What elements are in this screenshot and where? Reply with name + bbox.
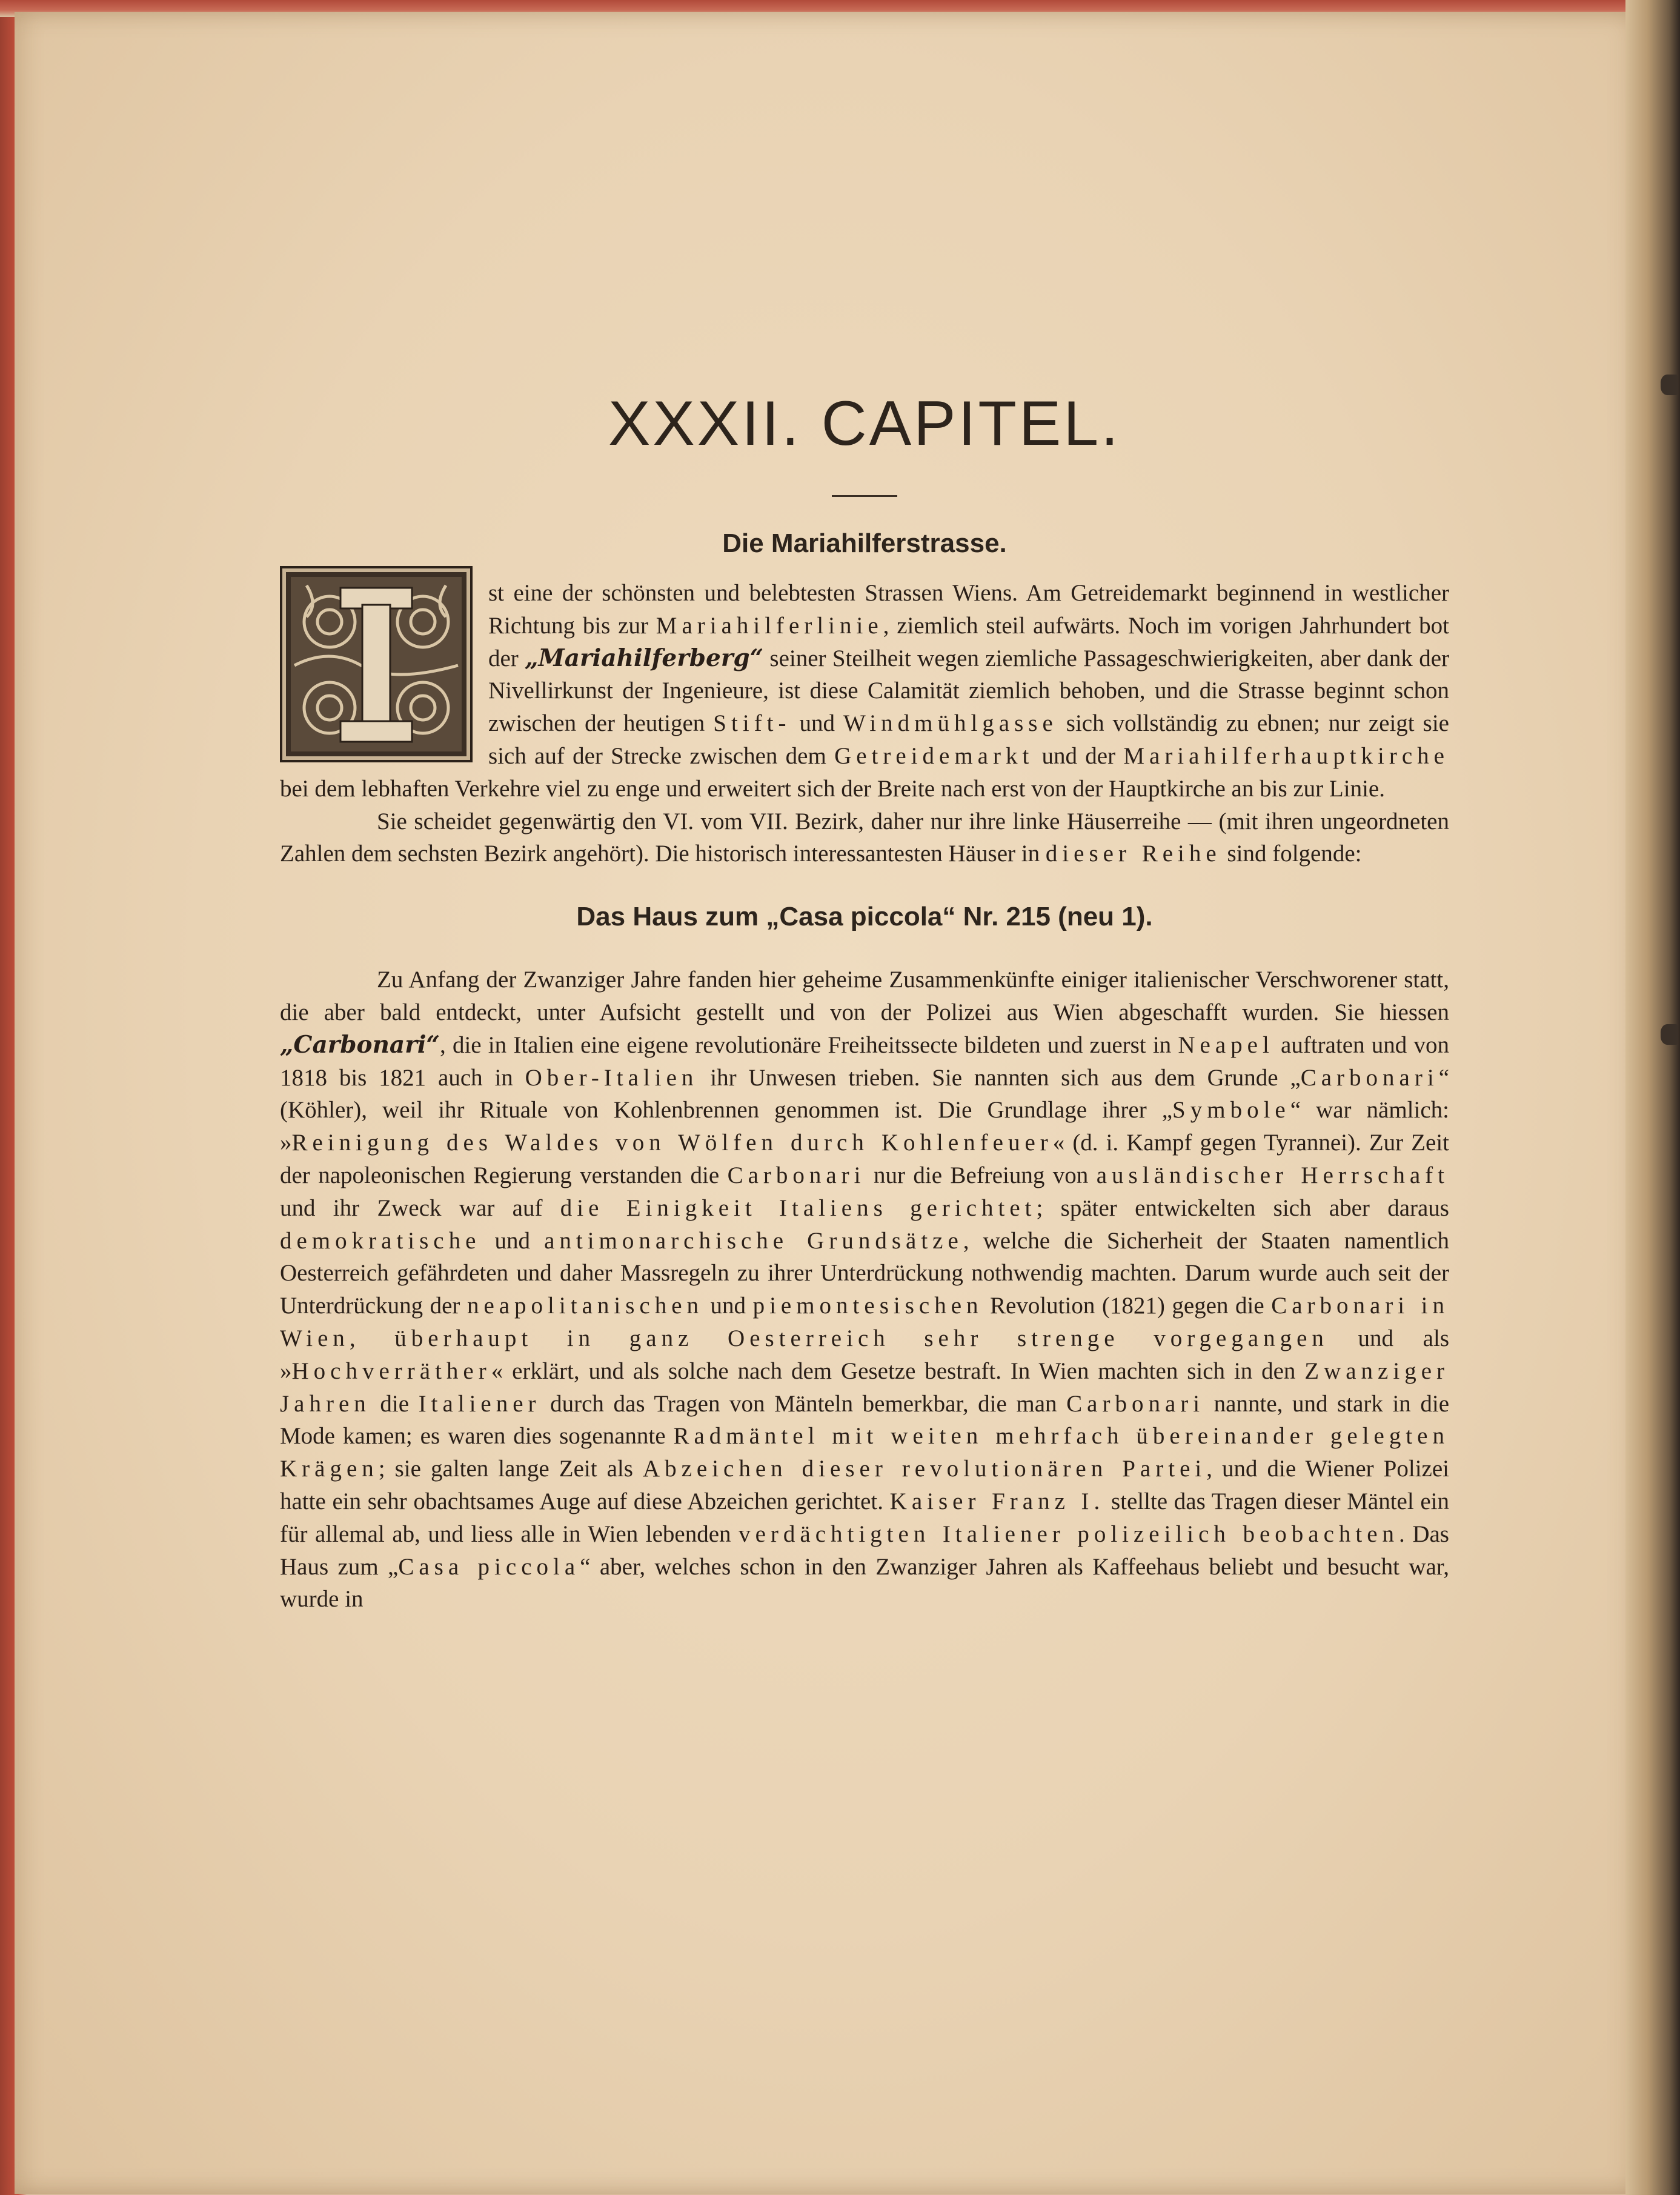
spaced-text: Italiener <box>418 1390 541 1417</box>
section1-paragraph-2 <box>280 805 1449 871</box>
spaced-text: Kaiser Franz I. <box>889 1488 1105 1514</box>
text-run: « (d. i. Kampf gegen Tyrannei). Zur Zeit der napoleonischen Regierung verstanden die <box>280 1130 1449 1188</box>
title-divider <box>832 495 897 497</box>
text-run: die <box>370 1390 419 1417</box>
spaced-text: Symbole <box>1172 1097 1290 1124</box>
text-run: ; später entwickelten sich aber daraus <box>1036 1194 1449 1221</box>
text-run: ; sie galten lange Zeit als <box>378 1456 643 1482</box>
spaced-text: antimonarchische Grundsätze <box>544 1227 963 1254</box>
spaced-text: Getreidemarkt <box>834 742 1034 769</box>
spaced-text: Zwanziger Jahren <box>280 1357 1449 1417</box>
text-run: und <box>480 1227 545 1254</box>
text-run: Sie scheidet gegenwärtig den VI. vom VII. Bezirk, daher nur ihre linke Häuserreihe — (mit ihren ungeordneten Zahlen dem sechsten Bezirk angehört). Die historisch interessantesten Häuser in <box>280 808 1449 867</box>
spaced-text: Carbonari <box>727 1162 866 1188</box>
spaced-text: Carbonari in Wien, überhaupt in ganz Oesterreich sehr strenge vorgegangen <box>280 1293 1449 1351</box>
fraktur-text: „Carbonari“ <box>280 1030 440 1059</box>
text-run: ihr Unwesen trieben. Sie nannten sich aus dem Grunde „ <box>698 1064 1301 1091</box>
spaced-text: Mariahilferhauptkirche <box>1123 742 1449 769</box>
text-run: st eine der schönsten und belebtesten Strassen Wiens. Am Getreidemarkt beginnend in westlicher Richtung bis zur <box>488 580 1449 639</box>
spaced-text: dieser Reihe <box>1045 841 1221 867</box>
chapter-title: XXXII. CAPITEL. <box>608 388 1121 459</box>
text-run: und als » <box>280 1325 1450 1384</box>
spaced-text: verdächtigten Italiener polizeilich beobachten <box>739 1521 1399 1547</box>
text-run: nur die Befreiung von <box>865 1162 1097 1188</box>
spaced-text: Hochverräther <box>291 1357 491 1384</box>
text-run: nannte, und stark in die Mode kamen; es waren dies sogenannte <box>280 1390 1450 1450</box>
spaced-text: piemontesischen <box>752 1293 983 1319</box>
spaced-text: Abzeichen dieser revolutionären Partei <box>642 1456 1207 1482</box>
spaced-text: die Einigkeit Italiens gerichtet <box>560 1194 1037 1221</box>
spaced-text: Mariahilferlinie <box>656 612 883 639</box>
spaced-text: neapolitanischen <box>466 1293 704 1319</box>
text-run: und ihr Zweck war auf <box>280 1194 560 1221</box>
text-run: sind folgende: <box>1221 841 1362 867</box>
text-run: . Das Haus zum „ <box>280 1521 1449 1580</box>
spaced-text: ausländischer Herrschaft <box>1096 1162 1450 1188</box>
section-heading-casa-piccola: Das Haus zum „Casa piccola“ Nr. 215 (neu 1). <box>576 902 1153 932</box>
spaced-text: Stift- <box>713 710 791 737</box>
spaced-text: Reinigung des Waldes von Wölfen durch Kohlenfeuer <box>291 1130 1053 1156</box>
text-run: “ war nämlich: » <box>280 1097 1449 1156</box>
ornament-icon <box>282 568 470 760</box>
text-run: “ (Köhler), weil ihr Rituale von Kohlenbrennen genommen ist. Die Grundlage ihrer „ <box>280 1064 1449 1124</box>
text-run: seiner Steilheit wegen ziemliche Passageschwierigkeiten, aber dank der Nivellirkunst der Ingenieure, ist diese Calamität ziemlich behoben, und die Strasse beginnt schon zwischen der heutigen <box>488 645 1449 737</box>
page-content <box>280 388 1449 1616</box>
text-run: Zu Anfang der Zwanziger Jahre fanden hier geheime Zusammenkünfte einiger italienischer Verschworener statt, die aber bald entdeckt, unter Aufsicht gestellt und von der Polizei aus Wien abgeschafft wurden. Sie hiessen <box>280 967 1449 1025</box>
binding-clasp <box>1661 375 1678 395</box>
text-run: , die in Italien eine eigene revolutionäre Freiheitssecte bildeten und zuerst in <box>440 1031 1178 1058</box>
text-run: bei dem lebhaften Verkehre viel zu enge und erweitert sich der Breite nach erst von der Hauptkirche an bis zur Linie. <box>280 775 1385 802</box>
spaced-text: Carbonari <box>1300 1064 1439 1091</box>
spaced-text: Neapel <box>1178 1031 1274 1058</box>
book-spine-edge <box>1625 0 1680 2195</box>
fraktur-text: „Mariahilferberg“ <box>525 644 764 672</box>
text-run: und der <box>1034 742 1124 769</box>
text-run: , welche die Sicherheit der Staaten namentlich Oesterreich gefährdeten und daher Massregeln zu ihrer Unterdrückung nothwendig machten. Darum wurde auch seit der Unterdrückung der <box>280 1227 1450 1319</box>
spaced-text: Casa piccola <box>398 1553 580 1580</box>
text-run: stellte das Tragen dieser Mäntel ein für allemal ab, und liess alle in Wien lebenden <box>280 1488 1449 1547</box>
binding-clasp <box>1661 1024 1678 1045</box>
decorative-initial-i <box>280 566 473 762</box>
spaced-text: Ober-Italien <box>525 1064 699 1091</box>
spaced-text: Carbonari <box>1066 1390 1205 1417</box>
text-run: und <box>791 710 844 737</box>
text-run: , ziemlich steil aufwärts. Noch im vorigen Jahrhundert bot der <box>488 612 1449 671</box>
text-run: “ aber, welches schon in den Zwanziger Jahren als Kaffeehaus beliebt und besucht war, wurde in <box>280 1553 1449 1613</box>
section2-paragraph-1 <box>280 964 1449 1616</box>
text-run: , und die Wiener Polizei hatte ein sehr obachtsames Auge auf diese Abzeichen gerichtet. <box>280 1456 1449 1514</box>
text-run: « erklärt, und als solche nach dem Gesetze bestraft. In Wien machten sich in den <box>491 1357 1305 1384</box>
spaced-text: Windmühlgasse <box>843 710 1058 737</box>
text-run: durch das Tragen von Mänteln bemerkbar, die man <box>540 1390 1067 1417</box>
text-run: Revolution (1821) gegen die <box>983 1293 1272 1319</box>
spaced-text: Radmäntel mit weiten mehrfach übereinander gelegten Krägen <box>280 1423 1449 1482</box>
spaced-text: demokratische <box>280 1227 481 1254</box>
text-run: und <box>703 1293 753 1319</box>
text-run: auftraten und von 1818 bis 1821 auch in <box>280 1031 1450 1091</box>
text-run: sich vollständig zu ebnen; nur zeigt sie sich auf der Strecke zwischen dem <box>488 710 1449 769</box>
section1-paragraph-1 <box>280 577 1449 805</box>
section-heading-mariahilferstrasse: Die Mariahilferstrasse. <box>722 528 1007 558</box>
